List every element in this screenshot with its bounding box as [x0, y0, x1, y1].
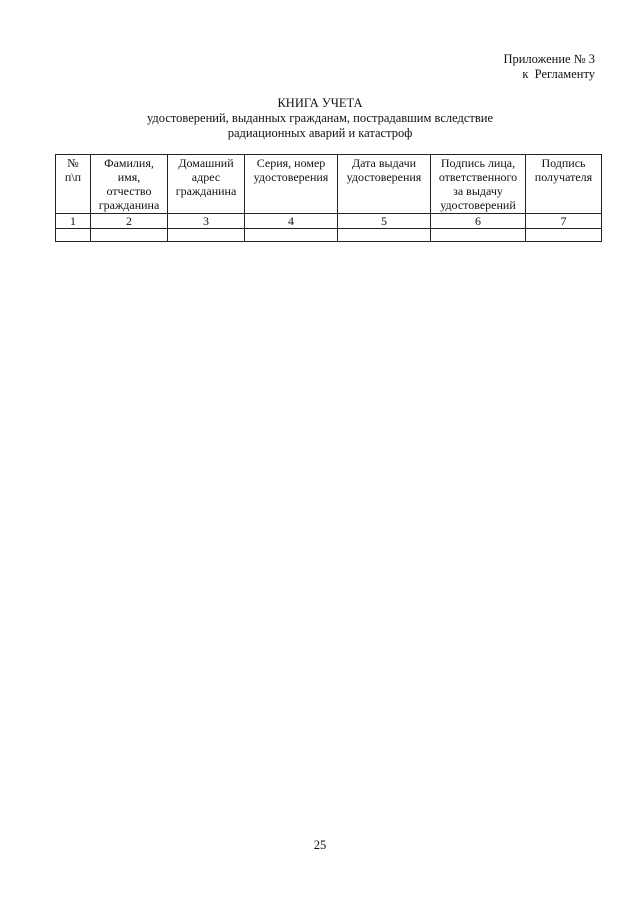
empty-cell — [91, 229, 168, 242]
document-subtitle-line-1: удостоверений, выданных гражданам, пострадавшим вследствие — [146, 111, 494, 125]
header-cell-certificate-series-number — [245, 155, 338, 214]
header-text: адрес — [191, 170, 221, 184]
empty-cell — [168, 229, 245, 242]
header-text: гражданина — [98, 198, 160, 212]
empty-cell — [526, 229, 602, 242]
header-text: получателя — [534, 170, 593, 184]
header-text: Фамилия, — [104, 156, 154, 170]
document-subtitle-line-2: радиационных аварий и катастроф — [227, 126, 413, 140]
header-text: ответственного — [438, 170, 518, 184]
column-number-cell: 2 — [91, 214, 168, 229]
empty-entry-row — [56, 229, 602, 242]
header-text: Серия, номер — [256, 156, 326, 170]
header-cell-recipient-signature — [526, 155, 602, 214]
header-text: п\п — [64, 170, 82, 184]
document-title: КНИГА УЧЕТА — [277, 96, 363, 110]
column-number-cell: 1 — [56, 214, 91, 229]
header-cell-issue-date — [338, 155, 431, 214]
empty-cell — [245, 229, 338, 242]
annex-line-1: Приложение № 3 — [503, 52, 595, 66]
header-text: гражданина — [175, 184, 237, 198]
page-number: 25 — [313, 838, 327, 852]
table-header-row — [56, 155, 602, 214]
header-text: Дата выдачи — [351, 156, 417, 170]
column-number-cell: 3 — [168, 214, 245, 229]
header-text: отчество — [106, 184, 152, 198]
column-number-cell: 5 — [338, 214, 431, 229]
column-number-cell: 7 — [526, 214, 602, 229]
empty-cell — [56, 229, 91, 242]
column-number-cell: 6 — [431, 214, 526, 229]
header-cell-responsible-signature — [431, 155, 526, 214]
header-cell-number — [56, 155, 91, 214]
header-cell-full-name — [91, 155, 168, 214]
column-number-row — [56, 214, 602, 229]
header-text: Подпись лица, — [440, 156, 516, 170]
header-text: Домашний — [178, 156, 234, 170]
header-text: за выдачу — [453, 184, 503, 198]
header-cell-home-address — [168, 155, 245, 214]
annex-line-2: к Регламенту — [522, 67, 595, 81]
empty-cell — [338, 229, 431, 242]
header-text: удостоверения — [253, 170, 329, 184]
annex-reference — [503, 52, 595, 82]
ledger-table — [55, 154, 602, 242]
column-number-cell: 4 — [245, 214, 338, 229]
header-text: имя, — [117, 170, 141, 184]
header-text: удостоверения — [346, 170, 422, 184]
header-text: Подпись — [541, 156, 586, 170]
header-text: № — [67, 156, 79, 170]
empty-cell — [431, 229, 526, 242]
header-text: удостоверений — [440, 198, 516, 212]
document-heading — [0, 96, 640, 141]
